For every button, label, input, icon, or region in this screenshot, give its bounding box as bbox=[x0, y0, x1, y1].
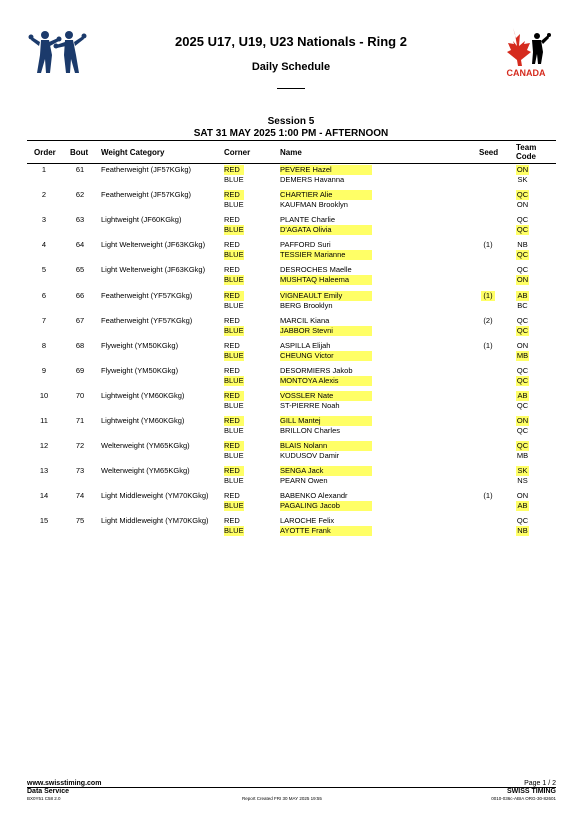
blue-team-code: QC bbox=[516, 325, 529, 335]
bout-order: 10 bbox=[39, 390, 49, 400]
red-team-code: QC bbox=[516, 365, 529, 375]
column-seed: Seed bbox=[479, 148, 499, 157]
red-seed: (1) bbox=[483, 240, 493, 250]
blue-boxer-name: CHEUNG Victor bbox=[280, 351, 372, 361]
red-boxer-name: PAFFORD Suri bbox=[280, 240, 331, 250]
document-title: 2025 U17, U19, U23 Nationals - Ring 2 bbox=[175, 34, 407, 49]
weight-category: Welterweight (YM65KGkg) bbox=[101, 466, 190, 476]
red-seed: (2) bbox=[483, 315, 493, 325]
bout-number: 63 bbox=[75, 215, 85, 225]
blue-team-code: MB bbox=[516, 451, 529, 461]
table-row bbox=[0, 491, 582, 516]
column-weight-category: Weight Category bbox=[101, 148, 165, 157]
weight-category: Light Middleweight (YM70KGkg) bbox=[101, 491, 209, 501]
red-boxer-name: GILL Mantej bbox=[280, 416, 372, 426]
red-boxer-name: BABENKO Alexandr bbox=[280, 491, 348, 501]
blue-boxer-name: BRILLON Charles bbox=[280, 426, 341, 435]
bout-order: 4 bbox=[41, 240, 47, 250]
bout-number: 69 bbox=[75, 365, 85, 375]
bout-order: 12 bbox=[39, 441, 49, 451]
bout-number: 61 bbox=[75, 165, 85, 174]
blue-boxer-name: MONTOYA Alexis bbox=[280, 376, 372, 386]
red-corner-label: RED bbox=[224, 190, 244, 200]
weight-category: Flyweight (YM50KGkg) bbox=[101, 365, 179, 375]
red-team-code: SK bbox=[517, 466, 528, 476]
red-corner-label: RED bbox=[224, 291, 244, 301]
bout-order: 7 bbox=[41, 315, 47, 325]
red-team-code: QC bbox=[516, 265, 529, 275]
blue-team-code: NS bbox=[517, 476, 528, 486]
table-row bbox=[0, 341, 582, 366]
bout-order: 9 bbox=[41, 365, 47, 375]
red-corner-label: RED bbox=[224, 391, 244, 401]
red-boxer-name: DESROCHES Maelle bbox=[280, 265, 352, 275]
bout-order: 3 bbox=[41, 215, 47, 225]
red-team-code: QC bbox=[516, 215, 529, 225]
red-team-code: NB bbox=[517, 240, 528, 250]
blue-team-code: QC bbox=[516, 375, 529, 385]
bout-order: 2 bbox=[41, 190, 47, 200]
red-corner-label: RED bbox=[224, 165, 244, 175]
column-name: Name bbox=[280, 148, 302, 157]
bout-number: 72 bbox=[75, 441, 85, 451]
table-row bbox=[0, 366, 582, 391]
red-boxer-name: MARCIL Kiana bbox=[280, 315, 330, 325]
weight-category: Light Middleweight (YM70KGkg) bbox=[101, 516, 209, 526]
blue-corner-label: BLUE bbox=[224, 375, 244, 385]
blue-boxer-name: MUSHTAQ Haleema bbox=[280, 275, 372, 285]
red-team-code: QC bbox=[516, 516, 529, 526]
red-team-code: ON bbox=[516, 165, 529, 174]
weight-category: Flyweight (YM50KGkg) bbox=[101, 340, 179, 350]
red-corner-label: RED bbox=[224, 516, 240, 526]
blue-corner-label: BLUE bbox=[224, 526, 244, 536]
document-subtitle: Daily Schedule bbox=[251, 61, 331, 73]
blue-boxer-name: PEARN Owen bbox=[280, 476, 328, 486]
blue-team-code: BC bbox=[517, 300, 528, 310]
red-team-code: ON bbox=[516, 340, 529, 350]
blue-team-code: QC bbox=[516, 400, 529, 410]
blue-team-code: QC bbox=[516, 426, 529, 435]
blue-boxer-name: KAUFMAN Brooklyn bbox=[280, 200, 348, 210]
column-team-label: Team bbox=[516, 143, 537, 152]
blue-team-code: AB bbox=[517, 501, 528, 511]
bout-number: 71 bbox=[75, 416, 85, 425]
bout-order: 13 bbox=[39, 466, 49, 476]
blue-corner-label: BLUE bbox=[224, 200, 244, 210]
red-boxer-name: CHARTIER Alie bbox=[280, 190, 372, 200]
bout-order: 8 bbox=[41, 340, 47, 350]
blue-team-code: MB bbox=[516, 350, 529, 360]
table-row bbox=[0, 516, 582, 541]
blue-corner-label: BLUE bbox=[224, 451, 244, 461]
red-corner-label: RED bbox=[224, 315, 240, 325]
bout-number: 73 bbox=[75, 466, 85, 476]
blue-boxer-name: ST-PIERRE Noah bbox=[280, 400, 340, 410]
bout-number: 67 bbox=[75, 315, 85, 325]
column-corner: Corner bbox=[224, 148, 251, 157]
red-corner-label: RED bbox=[224, 340, 240, 350]
red-boxer-name: DESORMIERS Jakob bbox=[280, 365, 353, 375]
blue-corner-label: BLUE bbox=[224, 501, 244, 511]
blue-boxer-name: KUDUSOV Damir bbox=[280, 451, 340, 461]
red-team-code: QC bbox=[516, 190, 529, 200]
blue-corner-label: BLUE bbox=[224, 275, 244, 285]
footer-data-service: Data Service bbox=[27, 788, 70, 795]
red-seed: (1) bbox=[481, 291, 495, 301]
blue-corner-label: BLUE bbox=[224, 476, 244, 486]
table-row bbox=[0, 165, 582, 190]
bout-order: 1 bbox=[41, 165, 47, 174]
blue-boxer-name: PAGALING Jacob bbox=[280, 501, 372, 511]
blue-corner-label: BLUE bbox=[224, 250, 244, 260]
bout-order: 6 bbox=[41, 290, 47, 300]
footer-website: www.swisstiming.com bbox=[27, 780, 102, 787]
weight-category: Featherweight (YF57KGkg) bbox=[101, 315, 193, 325]
red-boxer-name: PLANTE Charlie bbox=[280, 215, 336, 225]
red-corner-label: RED bbox=[224, 491, 240, 501]
bout-order: 14 bbox=[39, 491, 49, 501]
footer-divider bbox=[27, 787, 556, 788]
table-row bbox=[0, 240, 582, 265]
bout-number: 68 bbox=[75, 340, 85, 350]
blue-boxer-name: AYOTTE Frank bbox=[280, 526, 372, 536]
bout-number: 74 bbox=[75, 491, 85, 501]
red-boxer-name: ASPILLA Elijah bbox=[280, 340, 331, 350]
red-team-code: AB bbox=[517, 390, 528, 400]
table-row bbox=[0, 441, 582, 466]
blue-corner-label: BLUE bbox=[224, 225, 244, 235]
bout-number: 64 bbox=[75, 240, 85, 250]
weight-category: Welterweight (YM65KGkg) bbox=[101, 441, 190, 451]
bout-number: 70 bbox=[75, 390, 85, 400]
blue-corner-label: BLUE bbox=[224, 426, 244, 435]
red-corner-label: RED bbox=[224, 240, 240, 250]
blue-corner-label: BLUE bbox=[224, 325, 244, 335]
red-boxer-name: LAROCHE Felix bbox=[280, 516, 335, 526]
table-row bbox=[0, 391, 582, 416]
bout-number: 62 bbox=[75, 190, 85, 200]
canada-logo-text: CANADA bbox=[506, 68, 546, 78]
table-row bbox=[0, 316, 582, 341]
red-corner-label: RED bbox=[224, 416, 244, 426]
footer-brand: SWISS TIMING bbox=[507, 788, 556, 795]
red-boxer-name: BLAIS Nolann bbox=[280, 441, 372, 451]
weight-category: Lightweight (JF60KGkg) bbox=[101, 215, 182, 225]
column-order: Order bbox=[34, 148, 56, 157]
blue-boxer-name: D'AGATA Olivia bbox=[280, 225, 372, 235]
blue-boxer-name: DEMERS Havanna bbox=[280, 175, 345, 184]
blue-boxer-name: TESSIER Marianne bbox=[280, 250, 372, 260]
blue-boxer-name: BERG Brooklyn bbox=[280, 300, 333, 310]
bout-order: 5 bbox=[41, 265, 47, 275]
red-team-code: ON bbox=[516, 416, 529, 425]
red-boxer-name: VOSSLER Nate bbox=[280, 391, 372, 401]
red-seed: (1) bbox=[483, 491, 493, 501]
blue-team-code: NB bbox=[517, 526, 528, 536]
footer-page: Page 1 / 2 bbox=[524, 780, 556, 787]
table-row bbox=[0, 190, 582, 215]
weight-category: Light Welterweight (JF63KGkg) bbox=[101, 240, 206, 250]
weight-category: Featherweight (JF57KGkg) bbox=[101, 165, 192, 174]
red-corner-label: RED bbox=[224, 365, 240, 375]
blue-team-code: ON bbox=[516, 200, 529, 210]
red-boxer-name: PEVERE Hazel bbox=[280, 165, 372, 175]
blue-boxer-name: JABBOR Stevni bbox=[280, 326, 372, 336]
table-row bbox=[0, 215, 582, 240]
column-bout: Bout bbox=[70, 148, 89, 157]
session-date: SAT 31 MAY 2025 1:00 PM - AFTERNOON bbox=[193, 128, 389, 139]
weight-category: Featherweight (JF57KGkg) bbox=[101, 190, 192, 200]
red-team-code: QC bbox=[516, 441, 529, 451]
blue-team-code: QC bbox=[516, 225, 529, 235]
blue-corner-label: BLUE bbox=[224, 350, 244, 360]
weight-category: Lightweight (YM60KGkg) bbox=[101, 416, 185, 425]
weight-category: Lightweight (YM60KGkg) bbox=[101, 390, 185, 400]
footer-code-left: BX0Y51 C58 2.0 bbox=[27, 796, 61, 801]
footer-report-created: Report Created FRI 30 MAY 2025 19:55 bbox=[242, 796, 322, 801]
weight-category: Featherweight (YF57KGkg) bbox=[101, 290, 193, 300]
bout-order: 11 bbox=[40, 416, 48, 425]
blue-corner-label: BLUE bbox=[224, 300, 244, 310]
red-seed: (1) bbox=[483, 340, 493, 350]
red-team-code: ON bbox=[516, 491, 529, 501]
blue-team-code: ON bbox=[516, 275, 529, 285]
red-team-code: QC bbox=[516, 315, 529, 325]
table-row bbox=[0, 291, 582, 316]
blue-team-code: SK bbox=[517, 175, 528, 184]
red-boxer-name: SENGA Jack bbox=[280, 466, 372, 476]
table-row bbox=[0, 265, 582, 290]
weight-category: Light Welterweight (JF63KGkg) bbox=[101, 265, 206, 275]
bout-number: 65 bbox=[75, 265, 85, 275]
footer-code-right: 0010-036c-ABIA ORG-30-82601 bbox=[491, 796, 556, 801]
red-team-code: AB bbox=[517, 290, 528, 300]
blue-corner-label: BLUE bbox=[224, 175, 244, 184]
red-corner-label: RED bbox=[224, 466, 244, 476]
red-corner-label: RED bbox=[224, 441, 244, 451]
blue-team-code: QC bbox=[516, 250, 529, 260]
session-name: Session 5 bbox=[267, 116, 315, 127]
red-boxer-name: VIGNEAULT Emily bbox=[280, 291, 372, 301]
blue-corner-label: BLUE bbox=[224, 400, 244, 410]
table-row bbox=[0, 466, 582, 491]
table-row bbox=[0, 416, 582, 441]
bout-order: 15 bbox=[39, 516, 49, 526]
column-code-label: Code bbox=[516, 152, 536, 161]
red-corner-label: RED bbox=[224, 265, 240, 275]
red-corner-label: RED bbox=[224, 215, 240, 225]
bout-number: 75 bbox=[75, 516, 85, 526]
bout-number: 66 bbox=[75, 290, 85, 300]
